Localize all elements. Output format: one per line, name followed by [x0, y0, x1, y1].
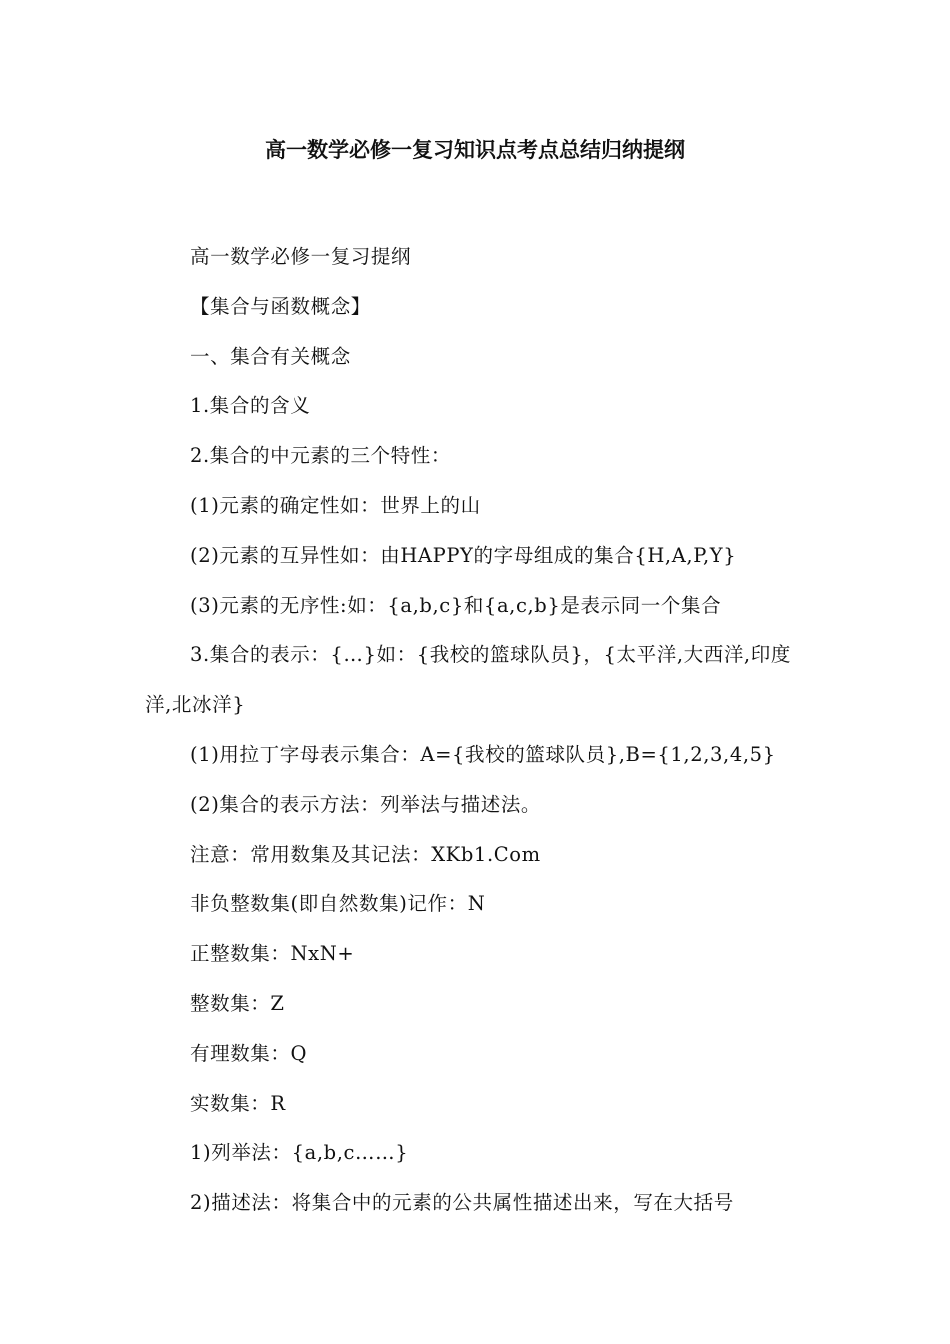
paragraph-set-meaning: 1.集合的含义 [190, 394, 311, 418]
paragraph-note-number-sets: 注意：常用数集及其记法：XKb1.Com [190, 842, 541, 866]
paragraph-set-properties: 2.集合的中元素的三个特性： [190, 444, 452, 468]
paragraph-reals: 实数集：R [190, 1091, 286, 1115]
paragraph-enumeration-method: 1)列举法：{a,b,c……} [190, 1141, 409, 1165]
paragraph-representation-methods: (2)集合的表示方法：列举法与描述法。 [190, 792, 542, 816]
paragraph-positive-integers: 正整数集：NxN+ [190, 942, 355, 966]
paragraph-latin-letters: (1)用拉丁字母表示集合：A={我校的篮球队员},B={1,2,3,4,5} [190, 742, 776, 766]
paragraph-property-distinctness: (2)元素的互异性如：由HAPPY的字母组成的集合{H,A,P,Y} [190, 543, 737, 567]
paragraph-set-representation: 3.集合的表示：{…}如：{我校的篮球队员}，{太平洋,大西洋,印度洋,北冰洋} [145, 643, 791, 717]
paragraph-chapter-heading: 一、集合有关概念 [190, 344, 351, 368]
paragraph-integers: 整数集：Z [190, 991, 285, 1015]
document-body [145, 232, 815, 1228]
paragraph-property-unordered: (3)元素的无序性:如：{a,b,c}和{a,c,b}是表示同一个集合 [190, 593, 722, 617]
paragraph-outline-heading: 高一数学必修一复习提纲 [190, 245, 412, 268]
paragraph-description-method: 2)描述法：将集合中的元素的公共属性描述出来，写在大括号 [190, 1191, 734, 1215]
paragraph-property-definiteness: (1)元素的确定性如：世界上的山 [190, 493, 481, 517]
paragraph-section-heading: 【集合与函数概念】 [190, 294, 371, 318]
paragraph-natural-numbers: 非负整数集(即自然数集)记作：N [190, 892, 486, 916]
document-title: 高一数学必修一复习知识点考点总结归纳提纲 [265, 138, 685, 162]
paragraph-rationals: 有理数集：Q [190, 1041, 308, 1065]
